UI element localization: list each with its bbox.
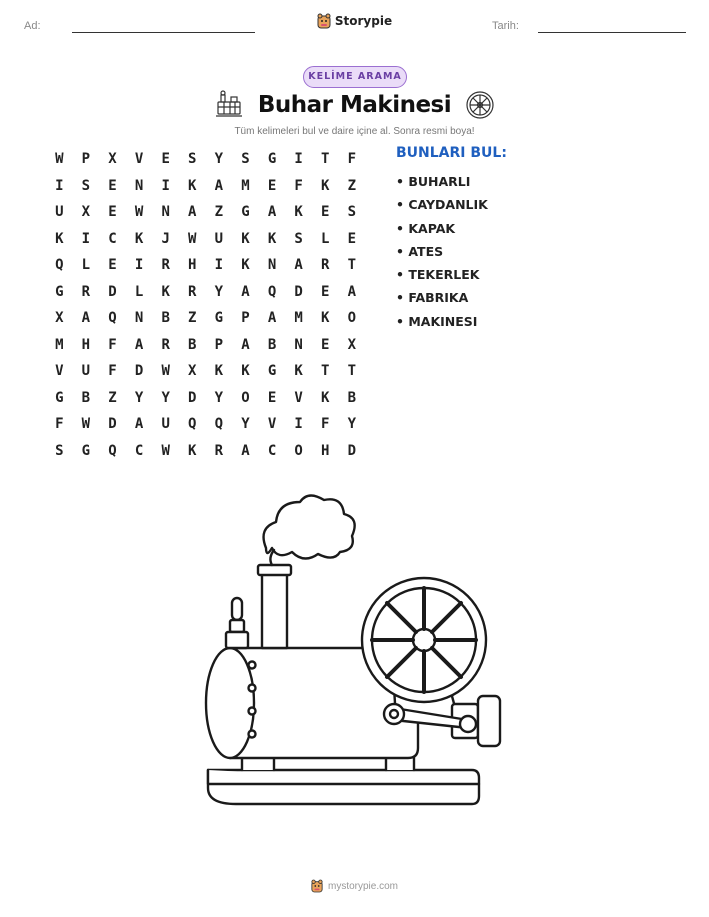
grid-letter[interactable]: S <box>55 442 64 459</box>
grid-letter[interactable]: G <box>267 151 277 168</box>
grid-letter[interactable]: F <box>294 177 303 194</box>
grid-letter[interactable]: S <box>81 177 91 194</box>
grid-letter[interactable]: I <box>161 177 170 194</box>
grid-letter[interactable]: Z <box>108 389 117 406</box>
grid-letter[interactable]: N <box>134 310 144 327</box>
grid-letter[interactable]: K <box>134 230 144 247</box>
grid-letter[interactable]: H <box>321 442 330 459</box>
grid-letter[interactable]: K <box>241 257 250 274</box>
grid-letter[interactable]: Q <box>108 442 117 459</box>
instructions: Tüm kelimeleri bul ve daire içine al. Sonra resmi boya! <box>234 126 475 137</box>
grid-row <box>46 146 365 173</box>
grid-letter[interactable]: K <box>267 230 277 247</box>
grid-letter[interactable]: F <box>55 416 64 433</box>
grid-letter[interactable]: W <box>161 363 170 380</box>
grid-letter[interactable]: G <box>214 310 224 327</box>
grid-letter[interactable]: K <box>241 230 250 247</box>
grid-letter[interactable]: V <box>294 389 303 406</box>
grid-letter[interactable]: W <box>81 416 91 433</box>
grid-letter[interactable]: V <box>267 416 277 433</box>
grid-letter[interactable]: S <box>294 230 303 247</box>
word-list <box>396 170 488 333</box>
grid-letter[interactable]: P <box>214 336 224 353</box>
grid-letter[interactable]: W <box>134 204 144 221</box>
grid-letter[interactable]: E <box>108 257 117 274</box>
grid-letter[interactable]: B <box>81 389 91 406</box>
brand-name: Storypie <box>334 14 393 28</box>
grid-letter[interactable]: N <box>161 204 170 221</box>
grid-letter[interactable]: N <box>134 177 144 194</box>
grid-letter[interactable]: G <box>55 283 64 300</box>
word-item: • BUHARLI <box>396 170 488 193</box>
grid-letter[interactable]: K <box>321 310 330 327</box>
word-item: • TEKERLEK <box>396 263 488 286</box>
grid-letter[interactable]: A <box>188 204 197 221</box>
grid-letter[interactable]: M <box>241 177 250 194</box>
grid-letter[interactable]: R <box>321 257 330 274</box>
grid-letter[interactable]: A <box>267 310 277 327</box>
grid-letter[interactable]: D <box>108 283 117 300</box>
grid-letter[interactable]: T <box>321 363 330 380</box>
grid-letter[interactable]: K <box>294 204 303 221</box>
grid-letter[interactable]: X <box>188 363 197 380</box>
grid-letter[interactable]: V <box>55 363 64 380</box>
grid-letter[interactable]: Q <box>55 257 64 274</box>
grid-row <box>46 173 365 200</box>
grid-letter[interactable]: Q <box>188 416 197 433</box>
grid-letter[interactable]: A <box>241 336 250 353</box>
title-row <box>0 90 709 120</box>
grid-letter[interactable]: D <box>188 389 197 406</box>
grid-letter[interactable]: W <box>55 151 64 168</box>
grid-letter[interactable]: Q <box>267 283 277 300</box>
grid-letter[interactable]: E <box>347 230 357 247</box>
grid-letter[interactable]: Y <box>241 416 250 433</box>
grid-letter[interactable]: T <box>321 151 330 168</box>
grid-letter[interactable]: E <box>108 177 117 194</box>
grid-letter[interactable]: K <box>321 389 330 406</box>
grid-letter[interactable]: K <box>188 177 197 194</box>
grid-row <box>46 438 365 465</box>
grid-letter[interactable]: R <box>161 257 170 274</box>
grid-letter[interactable]: T <box>347 363 357 380</box>
grid-letter[interactable]: I <box>81 230 91 247</box>
grid-letter[interactable]: K <box>214 363 224 380</box>
grid-letter[interactable]: F <box>108 363 117 380</box>
grid-letter[interactable]: Z <box>214 204 224 221</box>
grid-letter[interactable]: K <box>321 177 330 194</box>
grid-letter[interactable]: P <box>81 151 91 168</box>
grid-letter[interactable]: A <box>134 336 144 353</box>
mascot-icon <box>311 879 323 893</box>
activity-badge: KELİME ARAMA <box>303 66 407 88</box>
grid-letter[interactable]: D <box>294 283 303 300</box>
word-search-grid <box>46 146 365 464</box>
grid-letter[interactable]: Y <box>214 389 224 406</box>
grid-row <box>46 385 365 412</box>
grid-letter[interactable]: R <box>81 283 91 300</box>
grid-letter[interactable]: D <box>108 416 117 433</box>
grid-letter[interactable]: B <box>347 389 357 406</box>
grid-letter[interactable]: R <box>161 336 170 353</box>
grid-row <box>46 279 365 306</box>
grid-letter[interactable]: K <box>161 283 170 300</box>
grid-letter[interactable]: C <box>108 230 117 247</box>
grid-letter[interactable]: F <box>108 336 117 353</box>
grid-letter[interactable]: O <box>294 442 303 459</box>
grid-letter[interactable]: X <box>55 310 64 327</box>
grid-letter[interactable]: R <box>214 442 224 459</box>
grid-letter[interactable]: W <box>188 230 197 247</box>
grid-letter[interactable]: A <box>347 283 357 300</box>
grid-letter[interactable]: B <box>161 310 170 327</box>
grid-letter[interactable]: Y <box>214 283 224 300</box>
grid-letter[interactable]: E <box>267 177 277 194</box>
grid-letter[interactable]: Y <box>161 389 170 406</box>
grid-letter[interactable]: U <box>161 416 170 433</box>
grid-row <box>46 199 365 226</box>
grid-letter[interactable]: I <box>294 151 303 168</box>
grid-letter[interactable]: L <box>134 283 144 300</box>
grid-letter[interactable]: A <box>214 177 224 194</box>
footer-url: mystorypie.com <box>327 880 398 892</box>
grid-letter[interactable]: Q <box>214 416 224 433</box>
grid-letter[interactable]: L <box>321 230 330 247</box>
grid-letter[interactable]: K <box>241 363 250 380</box>
grid-letter[interactable]: A <box>134 416 144 433</box>
grid-letter[interactable]: T <box>347 257 357 274</box>
grid-letter[interactable]: E <box>321 204 330 221</box>
grid-letter[interactable]: Q <box>108 310 117 327</box>
grid-letter[interactable]: E <box>321 336 330 353</box>
grid-letter[interactable]: H <box>188 257 197 274</box>
grid-letter[interactable]: V <box>134 151 144 168</box>
grid-letter[interactable]: X <box>81 204 91 221</box>
grid-letter[interactable]: O <box>241 389 250 406</box>
grid-letter[interactable]: E <box>321 283 330 300</box>
date-label: Tarih: <box>492 20 519 32</box>
grid-letter[interactable]: K <box>294 363 303 380</box>
grid-letter[interactable]: A <box>267 204 277 221</box>
grid-letter[interactable]: M <box>294 310 303 327</box>
grid-letter[interactable]: E <box>161 151 170 168</box>
grid-row <box>46 252 365 279</box>
wheel-icon <box>465 90 495 120</box>
grid-letter[interactable]: I <box>134 257 144 274</box>
grid-letter[interactable]: R <box>188 283 197 300</box>
footer <box>0 878 709 897</box>
grid-letter[interactable]: X <box>108 151 117 168</box>
grid-letter[interactable]: C <box>134 442 144 459</box>
grid-letter[interactable]: S <box>347 204 357 221</box>
grid-letter[interactable]: U <box>81 363 91 380</box>
grid-letter[interactable]: E <box>108 204 117 221</box>
grid-letter[interactable]: G <box>55 389 64 406</box>
page-title: Buhar Makinesi <box>257 92 452 118</box>
steam-engine-icon <box>214 90 244 120</box>
grid-letter[interactable]: D <box>134 363 144 380</box>
grid-letter[interactable]: N <box>294 336 303 353</box>
grid-row <box>46 358 365 385</box>
grid-row <box>46 305 365 332</box>
grid-letter[interactable]: I <box>294 416 303 433</box>
word-item: • MAKINESI <box>396 310 488 333</box>
grid-row <box>46 411 365 438</box>
date-line <box>538 32 686 33</box>
grid-letter[interactable]: O <box>347 310 357 327</box>
grid-letter[interactable]: X <box>347 336 357 353</box>
word-item: • KAPAK <box>396 217 488 240</box>
grid-letter[interactable]: B <box>267 336 277 353</box>
mascot-icon <box>317 13 331 29</box>
brand-header <box>0 13 709 33</box>
grid-letter[interactable]: A <box>294 257 303 274</box>
grid-letter[interactable]: B <box>188 336 197 353</box>
grid-letter[interactable]: C <box>267 442 277 459</box>
word-item: • ATES <box>396 240 488 263</box>
grid-letter[interactable]: F <box>321 416 330 433</box>
grid-letter[interactable]: I <box>214 257 224 274</box>
grid-letter[interactable]: G <box>241 204 250 221</box>
name-label: Ad: <box>24 20 41 32</box>
grid-letter[interactable]: N <box>267 257 277 274</box>
grid-letter[interactable]: F <box>347 151 357 168</box>
grid-letter[interactable]: A <box>81 310 91 327</box>
grid-letter[interactable]: S <box>241 151 250 168</box>
grid-letter[interactable]: I <box>55 177 64 194</box>
grid-letter[interactable]: S <box>188 151 197 168</box>
grid-letter[interactable]: U <box>214 230 224 247</box>
steam-engine-illustration <box>196 488 516 813</box>
word-item: • CAYDANLIK <box>396 193 488 216</box>
word-list-title: BUNLARI BUL: <box>396 145 507 161</box>
grid-letter[interactable]: U <box>55 204 64 221</box>
grid-letter[interactable]: H <box>81 336 91 353</box>
grid-letter[interactable]: P <box>241 310 250 327</box>
grid-letter[interactable]: E <box>267 389 277 406</box>
grid-letter[interactable]: W <box>161 442 170 459</box>
grid-letter[interactable]: Z <box>347 177 357 194</box>
grid-letter[interactable]: K <box>55 230 64 247</box>
grid-letter[interactable]: G <box>267 363 277 380</box>
grid-letter[interactable]: Y <box>134 389 144 406</box>
grid-letter[interactable]: Y <box>214 151 224 168</box>
grid-letter[interactable]: A <box>241 442 250 459</box>
grid-letter[interactable]: Y <box>347 416 357 433</box>
grid-row <box>46 332 365 359</box>
grid-letter[interactable]: G <box>81 442 91 459</box>
grid-letter[interactable]: D <box>347 442 357 459</box>
grid-letter[interactable]: J <box>161 230 170 247</box>
grid-row <box>46 226 365 253</box>
grid-letter[interactable]: Z <box>188 310 197 327</box>
grid-letter[interactable]: M <box>55 336 64 353</box>
grid-letter[interactable]: L <box>81 257 91 274</box>
word-item: • FABRIKA <box>396 286 488 309</box>
grid-letter[interactable]: K <box>188 442 197 459</box>
grid-letter[interactable]: A <box>241 283 250 300</box>
